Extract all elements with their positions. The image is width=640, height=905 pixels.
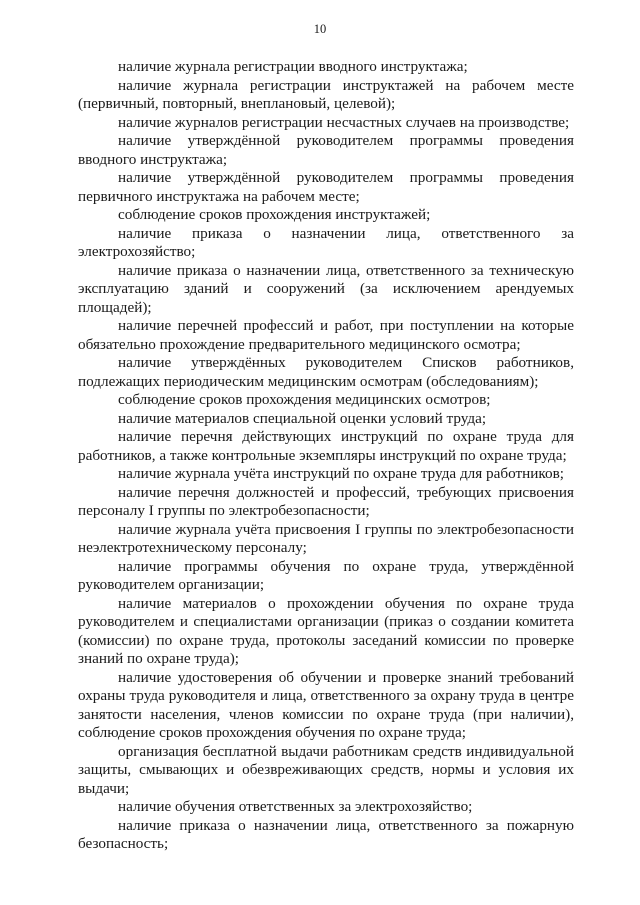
- requirements-list: [78, 58, 574, 854]
- list-item: наличие перечня должностей и профессий, требующих присвоения персоналу I группы по электробезопасности;: [78, 483, 574, 519]
- list-item: наличие утверждённой руководителем программы проведения первичного инструктажа на рабочем месте;: [78, 169, 574, 205]
- list-item: наличие обучения ответственных за электрохозяйство;: [118, 798, 473, 815]
- list-item: наличие программы обучения по охране труда, утверждённой руководителем организации;: [78, 557, 574, 593]
- list-item: наличие утверждённых руководителем Списков работников, подлежащих периодическим медицинским осмотрам (обследованиям);: [78, 354, 574, 390]
- list-item: организация бесплатной выдачи работникам средств индивидуальной защиты, смывающих и обезвреживающих средств, нормы и условия их выдачи;: [78, 742, 574, 797]
- list-item: наличие журналов регистрации несчастных случаев на производстве;: [118, 113, 570, 131]
- list-item: наличие журнала регистрации инструктажей на рабочем месте (первичный, повторный, внеплановый, целевой);: [78, 76, 574, 112]
- list-item: соблюдение сроков прохождения медицинских осмотров;: [118, 391, 491, 408]
- list-item: наличие перечней профессий и работ, при поступлении на которые обязательно прохождение предварительного медицинского осмотра;: [78, 317, 574, 353]
- list-item: наличие перечня действующих инструкций по охране труда для работников, а также контрольные экземпляры инструкций по охране труда;: [78, 428, 574, 464]
- list-item: соблюдение сроков прохождения инструктажей;: [118, 206, 431, 223]
- list-item: наличие удостоверения об обучении и проверке знаний требований охраны труда руководителя и лица, ответственного за охрану труда в центре занятости населения, членов комиссии по охране труда (при наличии), соблюдение сроков прохождения обучения по охране труда;: [78, 668, 574, 741]
- list-item: наличие материалов о прохождении обучения по охране труда руководителем и специалистами организации (приказ о создании комитета (комиссии) по охране труда, протоколы заседаний комиссии по проверке знаний по охране труда);: [78, 594, 574, 667]
- list-item: наличие приказа о назначении лица, ответственного за электрохозяйство;: [78, 224, 574, 260]
- list-item: наличие приказа о назначении лица, ответственного за пожарную безопасность;: [78, 816, 574, 852]
- list-item: наличие журнала учёта инструкций по охране труда для работников;: [118, 465, 564, 482]
- page-number: 10: [313, 22, 327, 36]
- list-item: наличие утверждённой руководителем программы проведения вводного инструктажа;: [78, 132, 574, 168]
- list-item: наличие журнала учёта присвоения I группы по электробезопасности неэлектротехническому персоналу;: [78, 520, 574, 556]
- list-item: наличие материалов специальной оценки условий труда;: [118, 409, 487, 427]
- list-item: наличие журнала регистрации вводного инструктажа;: [118, 58, 468, 75]
- list-item: наличие приказа о назначении лица, ответственного за техническую эксплуатацию зданий и сооружений (за исключением арендуемых площадей);: [78, 261, 574, 316]
